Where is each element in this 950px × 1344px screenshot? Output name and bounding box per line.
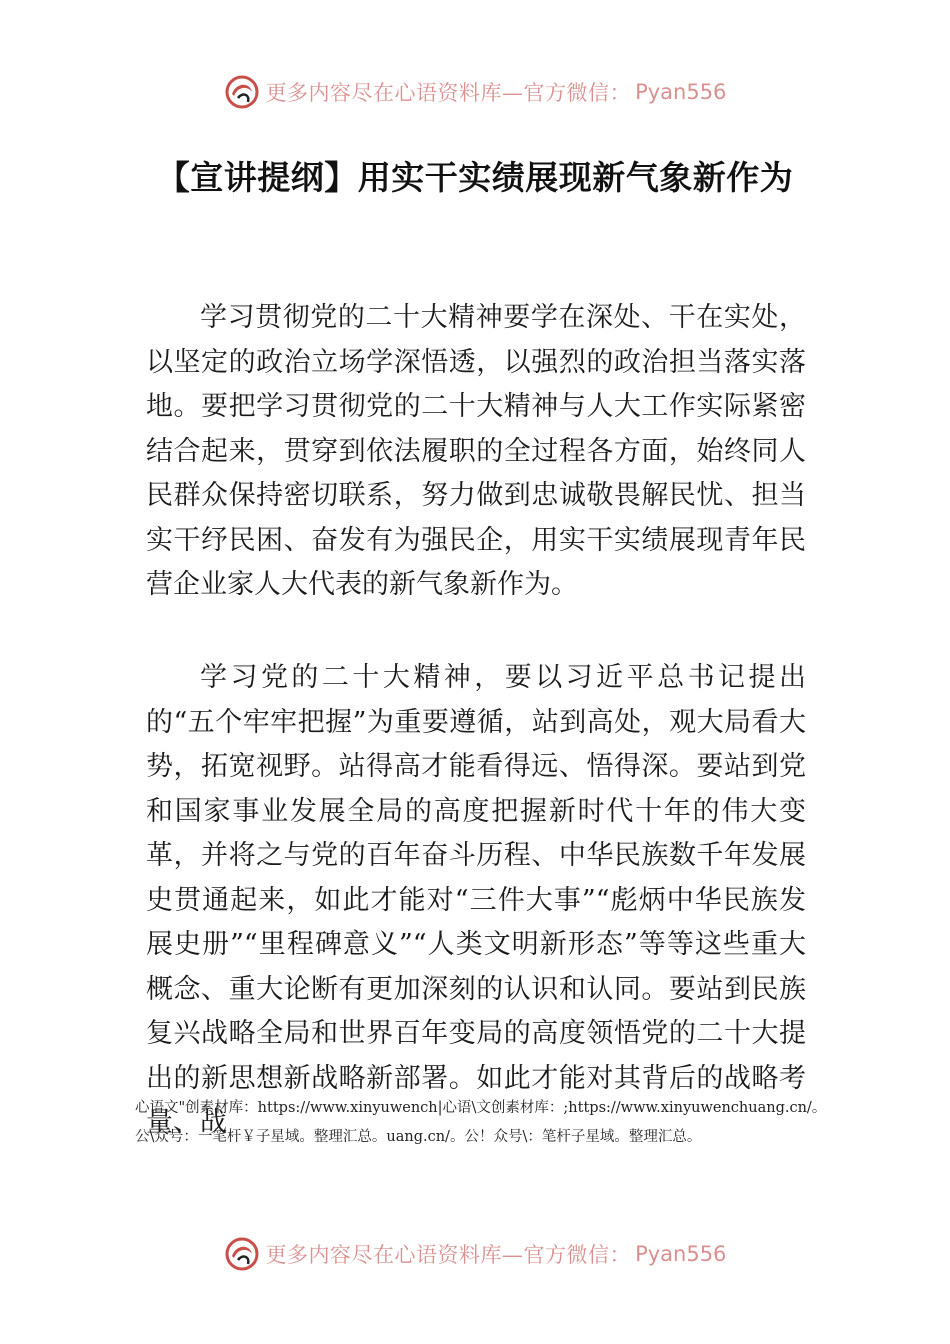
banner-text: 更多内容尽在心语资料库—官方微信： bbox=[265, 1243, 632, 1267]
paragraph: 学习党的二十大精神，要以习近平总书记提出的“五个牢牢把握”为重要遵循，站到高处，观大局看大势，拓宽视野。站得高才能看得远、悟得深。要站到党和国家事业发展全局的高度把握新时代十年的伟大变革，并将之与党的百年奋斗历程、中华民族数千年发展史贯通起来，如此才能对“三件大事”“彪炳中华民族发展史册”“里程碑意义”“人类文明新形态”等等这些重大概念、重大论断有更加深刻的认识和认同。要站到民族复兴战略全局和世界百年变局的高度领悟党的二十大提出的新思想新战略新部署。如此才能对其背后的战略考量、战 bbox=[146, 662, 806, 1138]
banner-wechat-id: Pyan556 bbox=[635, 1242, 727, 1266]
swirl-logo-icon bbox=[224, 1236, 260, 1272]
banner-text: 更多内容尽在心语资料库—官方微信： bbox=[265, 81, 632, 105]
banner-wechat-id: Pyan556 bbox=[635, 80, 727, 104]
footer-note: 心语文"创素材库：https://www.xinyuwench|心语\文创素材库：;https://www.xinyuwenchuang.cn/。公\众号：一笔杆￥子星域。整理汇总。uang.cn/。公！众号\：笔杆子星域。整理汇总。 bbox=[135, 1100, 827, 1145]
paragraph: 学习贯彻党的二十大精神要学在深处、干在实处，以坚定的政治立场学深悟透，以强烈的政治担当落实落地。要把学习贯彻党的二十大精神与人大工作实际紧密结合起来，贯穿到依法履职的全过程各方面，始终同人民群众保持密切联系，努力做到忠诚敬畏解民忧、担当实干纾民困、奋发有为强民企，用实干实绩展现青年民营企业家人大代表的新气象新作为。 bbox=[146, 302, 806, 600]
footer-banner bbox=[0, 1232, 950, 1276]
header-banner bbox=[0, 70, 950, 114]
swirl-logo-icon bbox=[224, 74, 260, 110]
document-title: 【宣讲提纲】用实干实绩展现新气象新作为 bbox=[156, 158, 794, 197]
